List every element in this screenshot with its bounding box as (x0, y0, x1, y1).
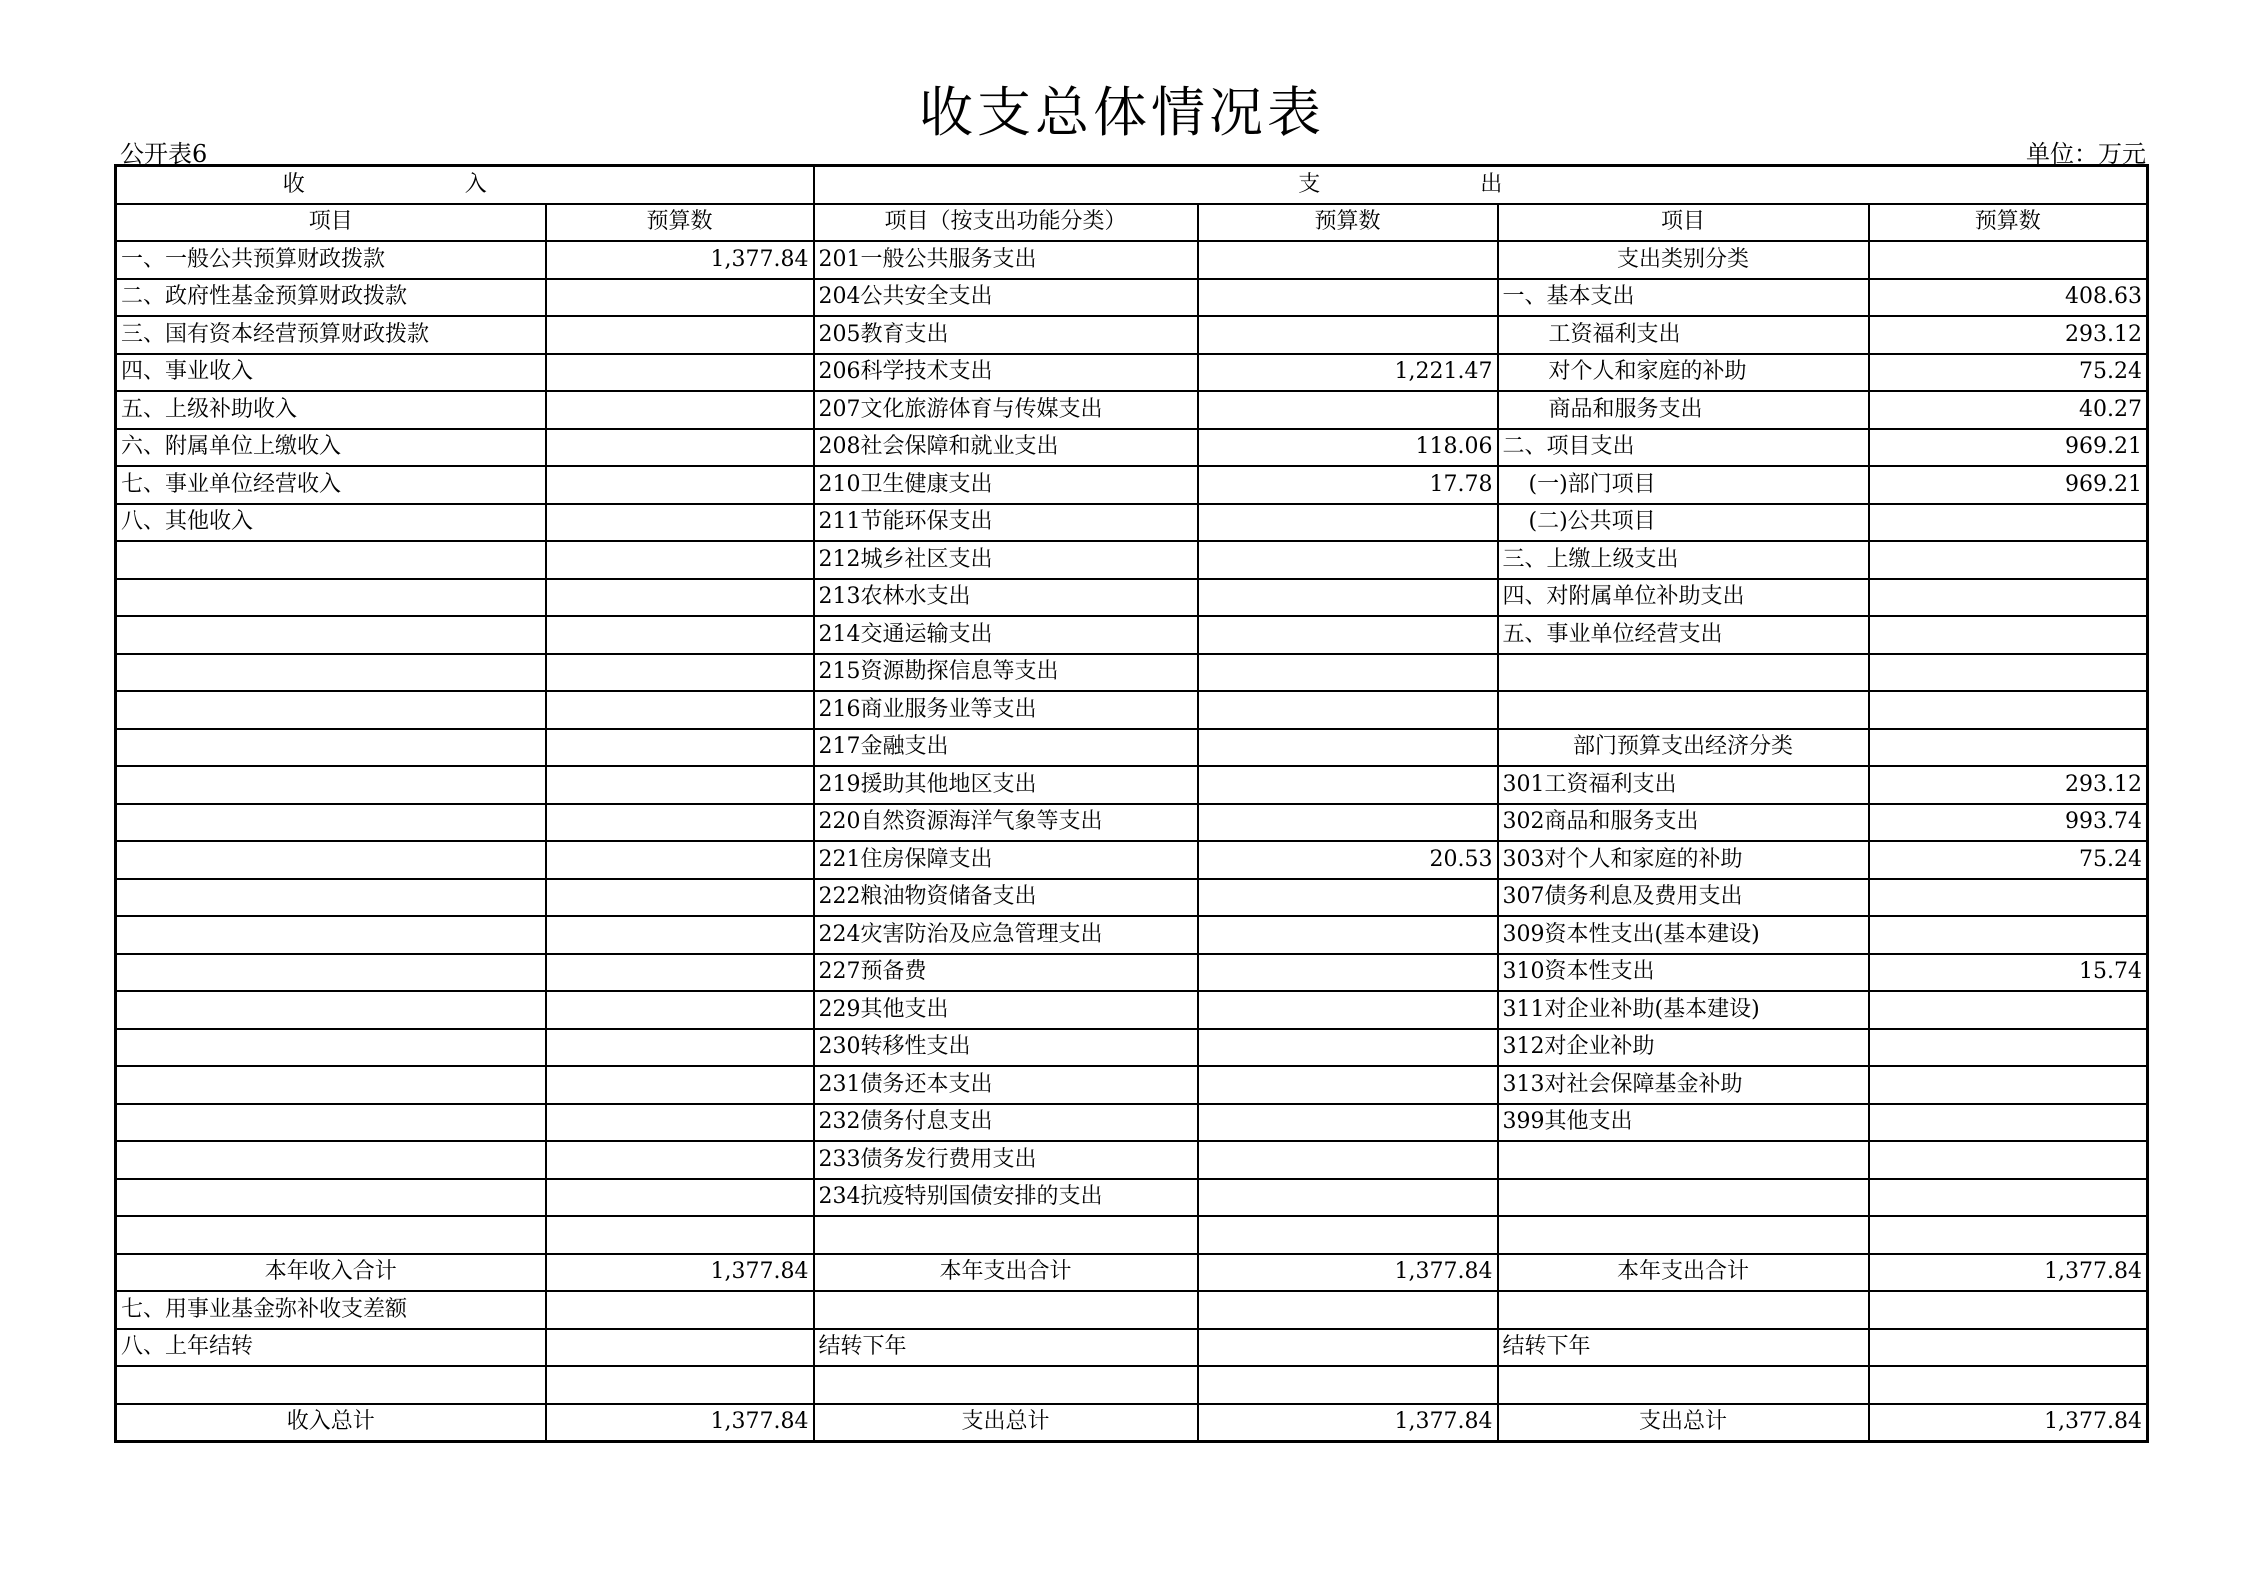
cell-d (1198, 804, 1498, 842)
table-row (116, 1179, 2148, 1217)
cell-e: 399其他支出 (1498, 1104, 1869, 1142)
cell-c: 220自然资源海洋气象等支出 (814, 804, 1198, 842)
cell-b (546, 766, 814, 804)
income-header-label: 收入 (282, 171, 647, 197)
cell-c: 232债务付息支出 (814, 1104, 1198, 1142)
cell-f: 993.74 (1869, 804, 2148, 842)
cell-a (116, 541, 546, 579)
cell-e: 结转下年 (1498, 1329, 1869, 1367)
table-row (116, 954, 2148, 992)
cell-b (546, 1179, 814, 1217)
cell-b (546, 541, 814, 579)
col-header-budget: 预算数 (546, 204, 814, 242)
col-header-budget3: 预算数 (1869, 204, 2148, 242)
cell-f (1869, 579, 2148, 617)
table-row (116, 466, 2148, 504)
cell-e (1498, 1366, 1869, 1404)
cell-d (1198, 1141, 1498, 1179)
cell-e (1498, 1291, 1869, 1329)
cell-e: 311对企业补助(基本建设) (1498, 991, 1869, 1029)
table-row (116, 654, 2148, 692)
cell-c: 217金融支出 (814, 729, 1198, 767)
cell-e: 310资本性支出 (1498, 954, 1869, 992)
cell-d (1198, 316, 1498, 354)
cell-c: 本年支出合计 (814, 1254, 1198, 1292)
cell-a: 一、一般公共预算财政拨款 (116, 241, 546, 279)
cell-a (116, 579, 546, 617)
cell-a (116, 616, 546, 654)
cell-d (1198, 504, 1498, 542)
cell-f: 15.74 (1869, 954, 2148, 992)
cell-f (1869, 504, 2148, 542)
cell-d (1198, 1104, 1498, 1142)
cell-b (546, 1066, 814, 1104)
table-row (116, 391, 2148, 429)
cell-d (1198, 766, 1498, 804)
cell-b (546, 691, 814, 729)
cell-b (546, 316, 814, 354)
cell-b (546, 804, 814, 842)
cell-f (1869, 1179, 2148, 1217)
table-row (116, 1029, 2148, 1067)
cell-c: 221住房保障支出 (814, 841, 1198, 879)
cell-c: 205教育支出 (814, 316, 1198, 354)
cell-f (1869, 1141, 2148, 1179)
cell-e: 对个人和家庭的补助 (1498, 354, 1869, 392)
cell-b (546, 654, 814, 692)
cell-a (116, 804, 546, 842)
unit-label: 单位：万元 (2026, 140, 2146, 168)
table-row (116, 691, 2148, 729)
cell-d (1198, 579, 1498, 617)
cell-c: 支出总计 (814, 1404, 1198, 1442)
cell-f: 293.12 (1869, 766, 2148, 804)
cell-b (546, 354, 814, 392)
cell-f (1869, 241, 2148, 279)
income-header (116, 166, 814, 204)
cell-b (546, 916, 814, 954)
cell-c (814, 1366, 1198, 1404)
cell-e: 三、上缴上级支出 (1498, 541, 1869, 579)
col-header-item: 项目 (116, 204, 546, 242)
cell-d (1198, 616, 1498, 654)
cell-f: 75.24 (1869, 354, 2148, 392)
cell-e: (二)公共项目 (1498, 504, 1869, 542)
cell-d (1198, 1366, 1498, 1404)
cell-b (546, 879, 814, 917)
cell-e: 312对企业补助 (1498, 1029, 1869, 1067)
cell-b (546, 1104, 814, 1142)
expense-header (814, 166, 2148, 204)
table-row (116, 991, 2148, 1029)
cell-e: 307债务利息及费用支出 (1498, 879, 1869, 917)
cell-a (116, 1029, 546, 1067)
cell-a (116, 766, 546, 804)
cell-e: 309资本性支出(基本建设) (1498, 916, 1869, 954)
cell-c: 233债务发行费用支出 (814, 1141, 1198, 1179)
cell-c: 234抗疫特别国债安排的支出 (814, 1179, 1198, 1217)
table-row (116, 1104, 2148, 1142)
table-row (116, 729, 2148, 767)
cell-a: 八、上年结转 (116, 1329, 546, 1367)
cell-f: 969.21 (1869, 466, 2148, 504)
table-row (116, 1066, 2148, 1104)
cell-f (1869, 729, 2148, 767)
cell-b (546, 1029, 814, 1067)
cell-d (1198, 391, 1498, 429)
table-row (116, 804, 2148, 842)
cell-e: 支出总计 (1498, 1404, 1869, 1442)
cell-c: 204公共安全支出 (814, 279, 1198, 317)
cell-e: 301工资福利支出 (1498, 766, 1869, 804)
cell-e: 一、基本支出 (1498, 279, 1869, 317)
cell-a: 七、事业单位经营收入 (116, 466, 546, 504)
cell-c: 212城乡社区支出 (814, 541, 1198, 579)
table-row (116, 354, 2148, 392)
cell-d (1198, 916, 1498, 954)
cell-b: 1,377.84 (546, 241, 814, 279)
cell-f: 969.21 (1869, 429, 2148, 467)
cell-f: 293.12 (1869, 316, 2148, 354)
table-row (116, 616, 2148, 654)
cell-d (1198, 541, 1498, 579)
cell-d (1198, 991, 1498, 1029)
cell-e: 303对个人和家庭的补助 (1498, 841, 1869, 879)
cell-d: 1,221.47 (1198, 354, 1498, 392)
cell-a: 七、用事业基金弥补收支差额 (116, 1291, 546, 1329)
cell-b (546, 729, 814, 767)
cell-a (116, 654, 546, 692)
cell-a: 三、国有资本经营预算财政拨款 (116, 316, 546, 354)
cell-a (116, 916, 546, 954)
cell-a: 本年收入合计 (116, 1254, 546, 1292)
cell-c: 229其他支出 (814, 991, 1198, 1029)
cell-a: 八、其他收入 (116, 504, 546, 542)
cell-c: 213农林水支出 (814, 579, 1198, 617)
cell-e (1498, 1179, 1869, 1217)
cell-a (116, 1179, 546, 1217)
cell-d (1198, 654, 1498, 692)
expense-header-label: 支出 (1298, 171, 1663, 197)
table-row (116, 579, 2148, 617)
page-title: 收支总体情况表 (919, 81, 1325, 144)
table-row (116, 1291, 2148, 1329)
table-row (116, 841, 2148, 879)
cell-e: 五、事业单位经营支出 (1498, 616, 1869, 654)
cell-b (546, 1141, 814, 1179)
cell-d: 118.06 (1198, 429, 1498, 467)
cell-b (546, 1366, 814, 1404)
cell-e: 工资福利支出 (1498, 316, 1869, 354)
cell-d (1198, 241, 1498, 279)
cell-c: 216商业服务业等支出 (814, 691, 1198, 729)
cell-f (1869, 879, 2148, 917)
table-row (116, 1216, 2148, 1254)
cell-e (1498, 654, 1869, 692)
table-row (116, 1141, 2148, 1179)
cell-f: 40.27 (1869, 391, 2148, 429)
cell-c: 219援助其他地区支出 (814, 766, 1198, 804)
cell-f (1869, 1216, 2148, 1254)
cell-f (1869, 654, 2148, 692)
cell-c: 227预备费 (814, 954, 1198, 992)
cell-e: 商品和服务支出 (1498, 391, 1869, 429)
cell-e: 302商品和服务支出 (1498, 804, 1869, 842)
table-row (116, 429, 2148, 467)
table-row (116, 541, 2148, 579)
cell-f: 1,377.84 (1869, 1404, 2148, 1442)
cell-e: 四、对附属单位补助支出 (1498, 579, 1869, 617)
cell-a (116, 991, 546, 1029)
cell-e (1498, 1141, 1869, 1179)
cell-d (1198, 879, 1498, 917)
year-total-row (116, 1254, 2148, 1292)
cell-a (116, 1066, 546, 1104)
cell-c: 230转移性支出 (814, 1029, 1198, 1067)
cell-f (1869, 541, 2148, 579)
cell-a (116, 1366, 546, 1404)
cell-b (546, 279, 814, 317)
grand-total-row (116, 1404, 2148, 1442)
table-row (116, 1366, 2148, 1404)
cell-e: 部门预算支出经济分类 (1498, 729, 1869, 767)
cell-e: 二、项目支出 (1498, 429, 1869, 467)
table-row (116, 879, 2148, 917)
cell-b (546, 616, 814, 654)
form-number: 公开表6 (120, 140, 208, 168)
cell-e: 313对社会保障基金补助 (1498, 1066, 1869, 1104)
cell-b (546, 954, 814, 992)
cell-b (546, 429, 814, 467)
cell-f (1869, 616, 2148, 654)
cell-a (116, 1104, 546, 1142)
cell-a (116, 691, 546, 729)
col-header-func-item: 项目（按支出功能分类） (814, 204, 1198, 242)
cell-d (1198, 729, 1498, 767)
cell-d (1198, 1329, 1498, 1367)
cell-b (546, 504, 814, 542)
cell-d (1198, 1029, 1498, 1067)
cell-c: 210卫生健康支出 (814, 466, 1198, 504)
cell-e: 支出类别分类 (1498, 241, 1869, 279)
cell-a (116, 954, 546, 992)
table-row (116, 504, 2148, 542)
cell-e: (一)部门项目 (1498, 466, 1869, 504)
cell-c: 222粮油物资储备支出 (814, 879, 1198, 917)
cell-b (546, 391, 814, 429)
cell-a: 四、事业收入 (116, 354, 546, 392)
cell-e (1498, 1216, 1869, 1254)
cell-d (1198, 1216, 1498, 1254)
cell-a (116, 841, 546, 879)
cell-d: 1,377.84 (1198, 1254, 1498, 1292)
cell-d (1198, 1291, 1498, 1329)
cell-a: 收入总计 (116, 1404, 546, 1442)
table-row (116, 279, 2148, 317)
cell-d: 20.53 (1198, 841, 1498, 879)
col-header-item3: 项目 (1498, 204, 1869, 242)
cell-d: 1,377.84 (1198, 1404, 1498, 1442)
cell-f (1869, 1329, 2148, 1367)
cell-a: 二、政府性基金预算财政拨款 (116, 279, 546, 317)
cell-a (116, 729, 546, 767)
cell-e: 本年支出合计 (1498, 1254, 1869, 1292)
cell-c: 208社会保障和就业支出 (814, 429, 1198, 467)
cell-d (1198, 1066, 1498, 1104)
cell-c: 224灾害防治及应急管理支出 (814, 916, 1198, 954)
cell-f (1869, 1104, 2148, 1142)
cell-f (1869, 1366, 2148, 1404)
table-row (116, 316, 2148, 354)
cell-b: 1,377.84 (546, 1404, 814, 1442)
income-expense-table (114, 164, 2149, 1443)
cell-d (1198, 1179, 1498, 1217)
cell-f: 75.24 (1869, 841, 2148, 879)
cell-c: 231债务还本支出 (814, 1066, 1198, 1104)
cell-c: 207文化旅游体育与传媒支出 (814, 391, 1198, 429)
cell-f: 1,377.84 (1869, 1254, 2148, 1292)
cell-f: 408.63 (1869, 279, 2148, 317)
cell-c: 201一般公共服务支出 (814, 241, 1198, 279)
cell-c: 206科学技术支出 (814, 354, 1198, 392)
cell-a: 六、附属单位上缴收入 (116, 429, 546, 467)
cell-b (546, 466, 814, 504)
table-row (116, 241, 2148, 279)
column-header-row (116, 204, 2148, 242)
cell-e (1498, 691, 1869, 729)
cell-c: 214交通运输支出 (814, 616, 1198, 654)
cell-a (116, 1141, 546, 1179)
section-header-row (116, 166, 2148, 204)
cell-f (1869, 916, 2148, 954)
cell-c (814, 1291, 1198, 1329)
table-row (116, 916, 2148, 954)
table-row (116, 766, 2148, 804)
cell-f (1869, 691, 2148, 729)
table-row (116, 1329, 2148, 1367)
cell-a: 五、上级补助收入 (116, 391, 546, 429)
cell-b (546, 841, 814, 879)
col-header-budget2: 预算数 (1198, 204, 1498, 242)
cell-c: 结转下年 (814, 1329, 1198, 1367)
cell-b (546, 1291, 814, 1329)
cell-b (546, 1216, 814, 1254)
cell-f (1869, 1066, 2148, 1104)
cell-c: 215资源勘探信息等支出 (814, 654, 1198, 692)
cell-d: 17.78 (1198, 466, 1498, 504)
cell-d (1198, 279, 1498, 317)
cell-c (814, 1216, 1198, 1254)
cell-f (1869, 1291, 2148, 1329)
cell-b: 1,377.84 (546, 1254, 814, 1292)
cell-b (546, 991, 814, 1029)
cell-f (1869, 991, 2148, 1029)
cell-d (1198, 691, 1498, 729)
cell-b (546, 1329, 814, 1367)
cell-a (116, 1216, 546, 1254)
cell-c: 211节能环保支出 (814, 504, 1198, 542)
cell-d (1198, 954, 1498, 992)
cell-a (116, 879, 546, 917)
cell-b (546, 579, 814, 617)
cell-f (1869, 1029, 2148, 1067)
